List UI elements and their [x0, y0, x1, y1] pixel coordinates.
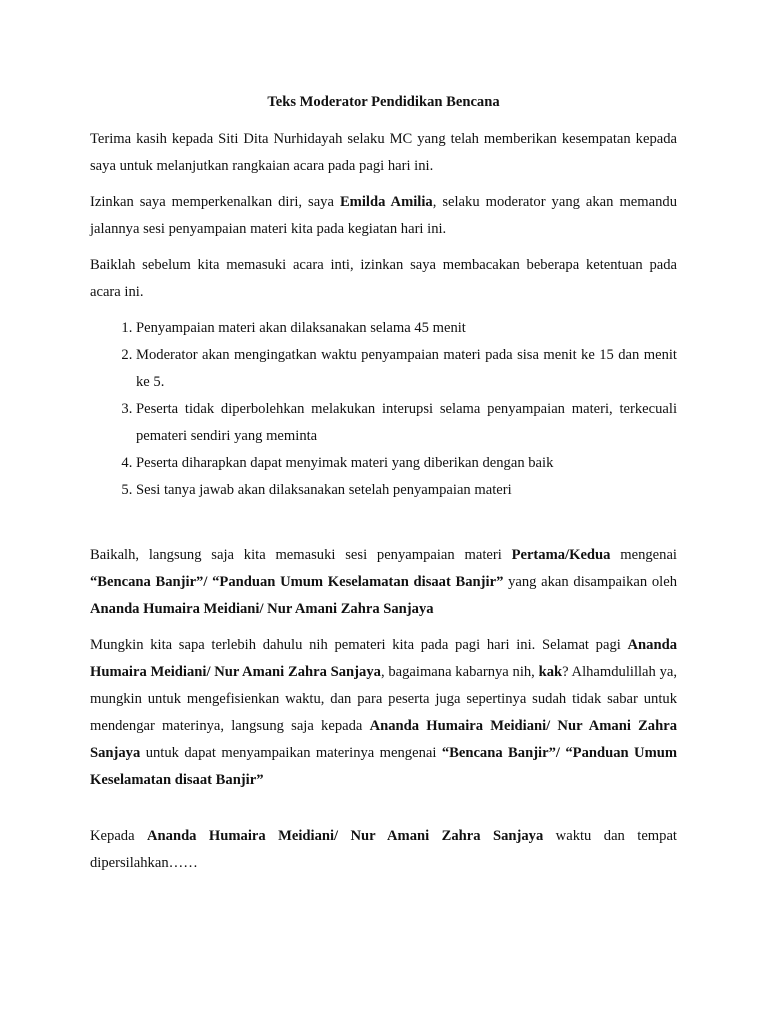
closing-text-a: Kepada	[90, 828, 147, 844]
closing-text-c: waktu dan tempat dipersilahkan……	[90, 828, 677, 871]
session-text-a: Baikalh, langsung saja kita memasuki sesi penyampaian materi	[90, 547, 512, 563]
greeting-text-e: ? Alhamdulillah ya, mungkin untuk mengefisienkan waktu, dan para peserta juga sepertinya sudah tidak sabar untuk mendengar materinya, langsung saja kepada	[90, 664, 678, 734]
intro-text-a: Izinkan saya memperkenalkan diri, saya	[90, 194, 340, 210]
presenter-name: Ananda Humaira Meidiani/ Nur Amani Zahra Sanjaya	[90, 718, 677, 761]
greeting-kak: kak	[538, 664, 563, 680]
session-text-e: yang akan disampaikan oleh	[503, 574, 677, 590]
session-topic: “Bencana Banjir”/ “Panduan Umum Keselamatan disaat Banjir”	[90, 745, 678, 788]
rule-item: 5. Sesi tanya jawab akan dilaksanakan setelah penyampaian materi	[136, 477, 677, 504]
paragraph-closing	[90, 823, 677, 877]
rule-item: 1. Penyampaian materi akan dilaksanakan selama 45 menit	[136, 315, 677, 342]
moderator-name: Emilda Amilia	[339, 194, 433, 210]
paragraph-introduction	[90, 189, 677, 243]
session-text-c: mengenai	[610, 547, 677, 563]
presenter-name: Ananda Humaira Meidiani/ Nur Amani Zahra Sanjaya	[90, 601, 434, 617]
presenter-name: Ananda Humaira Meidiani/ Nur Amani Zahra Sanjaya	[90, 637, 677, 680]
rule-item: 2. Moderator akan mengingatkan waktu penyampaian materi pada sisa menit ke 15 dan menit ke 5.	[136, 342, 677, 396]
rules-list	[90, 315, 677, 504]
spacer	[90, 504, 677, 542]
session-topic: “Bencana Banjir”/ “Panduan Umum Keselamatan disaat Banjir”	[90, 574, 504, 590]
intro-text-b: , selaku moderator yang akan memandu jalannya sesi penyampaian materi kita pada kegiatan hari ini.	[90, 194, 677, 237]
rule-item: 4. Peserta diharapkan dapat menyimak materi yang diberikan dengan baik	[136, 450, 677, 477]
paragraph-greeting	[90, 632, 677, 794]
paragraph-thanks: Terima kasih kepada Siti Dita Nurhidayah selaku MC yang telah memberikan kesempatan kepada saya untuk melanjutkan rangkaian acara pada pagi hari ini.	[90, 131, 677, 174]
paragraph-session-intro	[90, 542, 677, 623]
greeting-text-g: untuk dapat menyampaikan materinya mengenai	[140, 745, 442, 761]
presenter-name: Ananda Humaira Meidiani/ Nur Amani Zahra Sanjaya	[147, 828, 544, 844]
document-body	[90, 89, 677, 886]
spacer	[90, 803, 677, 823]
paragraph-rules-intro: Baiklah sebelum kita memasuki acara inti, izinkan saya membacakan beberapa ketentuan pada acara ini.	[90, 257, 677, 300]
session-order: Pertama/Kedua	[511, 547, 611, 563]
greeting-text-c: , bagaimana kabarnya nih,	[380, 664, 539, 680]
document-title: Teks Moderator Pendidikan Bencana	[267, 94, 500, 110]
rule-item: 3. Peserta tidak diperbolehkan melakukan interupsi selama penyampaian materi, terkecuali pemateri sendiri yang meminta	[136, 396, 677, 450]
greeting-text-a: Mungkin kita sapa terlebih dahulu nih pemateri kita pada pagi hari ini. Selamat pagi	[90, 637, 628, 653]
